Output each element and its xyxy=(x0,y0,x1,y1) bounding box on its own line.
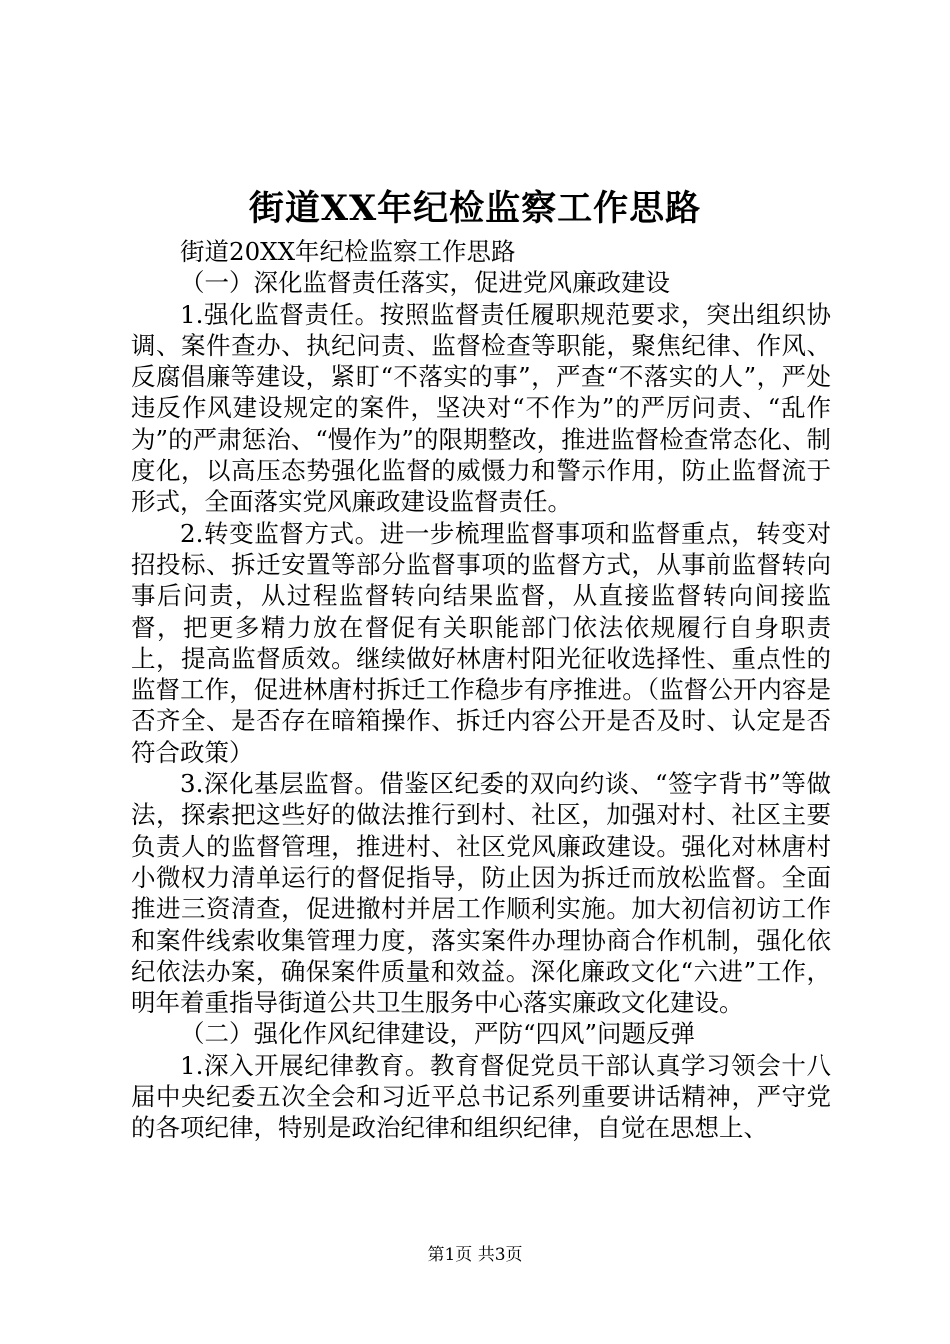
section-1-paragraph-3: 3.深化基层监督。借鉴区纪委的双向约谈、“签字背书”等做法，探索把这些好的做法推行到村、社区，加强对村、社区主要负责人的监督管理，推进村、社区党风廉政建设。强化对林唐村小微权力清单运行的督促指导，防止因为拆迁而放松监督。全面推进三资清查，促进撤村并居工作顺利实施。加大初信初访工作和案件线索收集管理力度，落实案件办理协商合作机制，强化依纪依法办案，确保案件质量和效益。深化廉政文化“六进”工作，明年着重指导街道公共卫生服务中心落实廉政文化建设。 xyxy=(131,769,831,1018)
section-heading-2: （二）强化作风纪律建设，严防“四风”问题反弹 xyxy=(180,1019,696,1049)
section-2-paragraph-1: 1.深入开展纪律教育。教育督促党员干部认真学习领会十八届中央纪委五次全会和习近平总书记系列重要讲话精神，严守党的各项纪律，特别是政治纪律和组织纪律，自觉在思想上、 xyxy=(131,1050,831,1143)
section-heading-1: （一）深化监督责任落实，促进党风廉政建设 xyxy=(180,268,670,298)
document-title: 街道XX年纪检监察工作思路 xyxy=(248,188,702,229)
page-footer: 第1页 共3页 xyxy=(427,1245,523,1265)
section-1-paragraph-1: 1.强化监督责任。按照监督责任履职规范要求，突出组织协调、案件查办、执纪问责、监督检查等职能，聚焦纪律、作风、反腐倡廉等建设，紧盯“不落实的事”，严查“不落实的人”，严处违反作风建设规定的案件，坚决对“不作为”的严厉问责、“乱作为”的严肃惩治、“慢作为”的限期整改，推进监督检查常态化、制度化，以高压态势强化监督的威慑力和警示作用，防止监督流于形式，全面落实党风廉政建设监督责任。 xyxy=(131,299,831,517)
document-body xyxy=(131,236,831,1144)
section-1-paragraph-2: 2.转变监督方式。进一步梳理监督事项和监督重点，转变对招投标、拆迁安置等部分监督事项的监督方式，从事前监督转向事后问责，从过程监督转向结果监督，从直接监督转向间接监督，把更多精力放在督促有关职能部门依法依规履行自身职责上，提高监督质效。继续做好林唐村阳光征收选择性、重点性的监督工作，促进林唐村拆迁工作稳步有序推进。（监督公开内容是否齐全、是否存在暗箱操作、拆迁内容公开是否及时、认定是否符合政策） xyxy=(131,518,831,767)
document-subtitle: 街道20XX年纪检监察工作思路 xyxy=(180,237,516,266)
